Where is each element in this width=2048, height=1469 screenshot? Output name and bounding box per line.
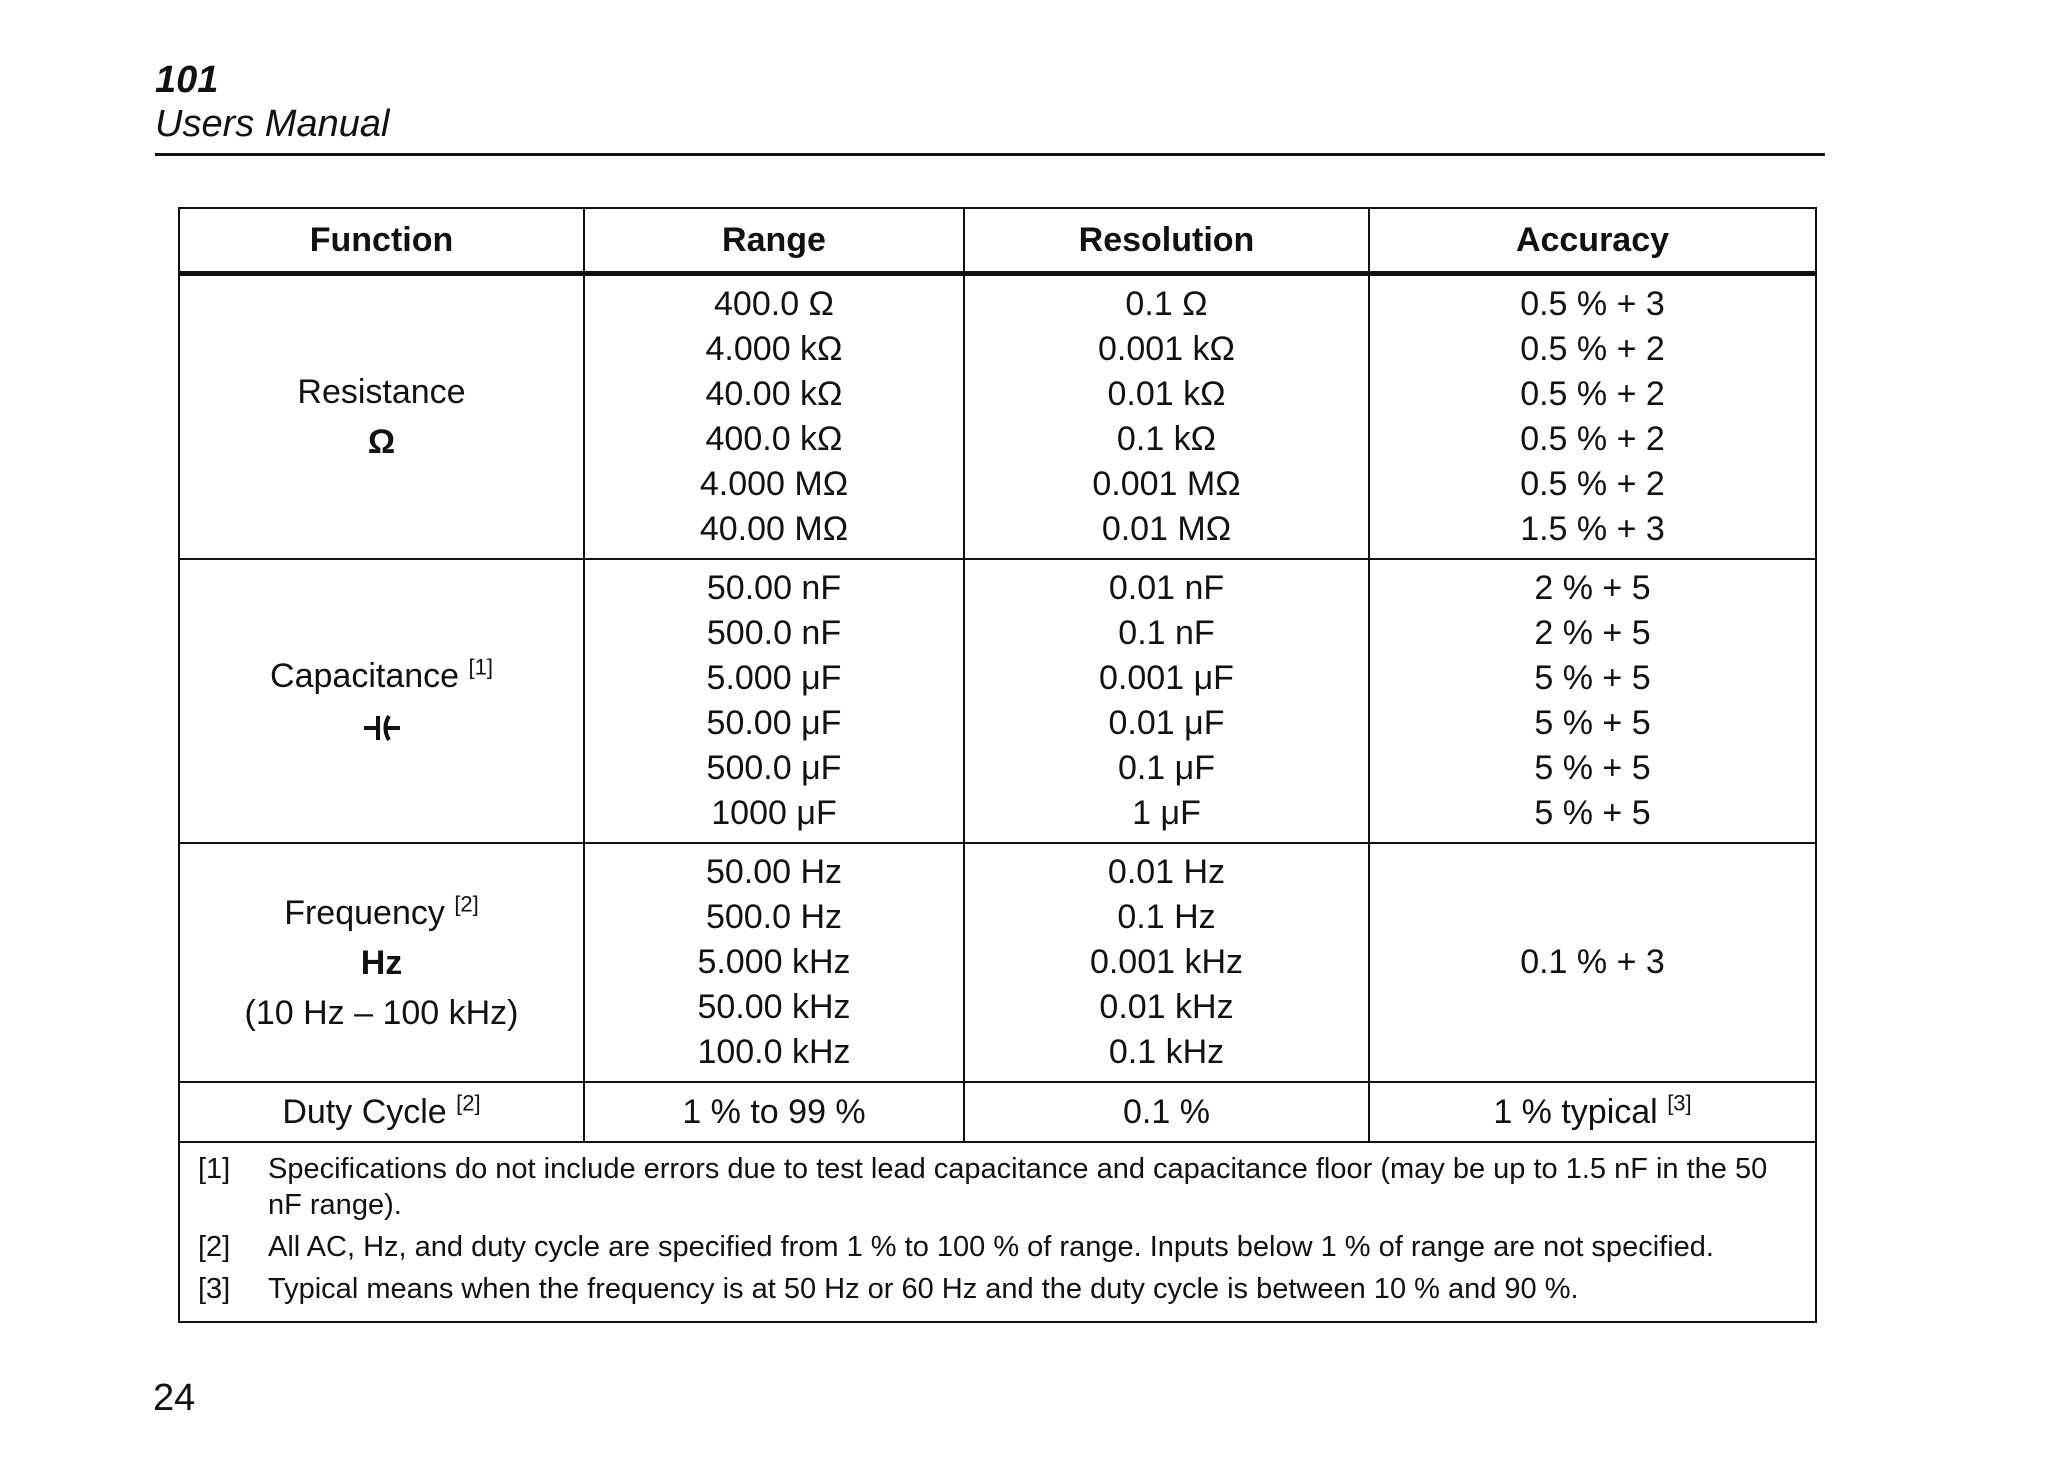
function-label: Resistance — [297, 373, 466, 411]
footnote-mark: [1] — [198, 1153, 231, 1185]
function-label: Frequency — [284, 893, 445, 932]
accuracy-cell — [1369, 274, 1816, 560]
footnote-ref: [1] — [468, 654, 493, 680]
accuracy-value: 2 % + 5 — [1534, 614, 1651, 652]
capacitor-symbol-line — [180, 701, 583, 751]
resolution-value: 0.1 nF — [1118, 614, 1215, 652]
range-value: 400.0 Ω — [714, 285, 834, 323]
range-value: 100.0 kHz — [697, 1033, 851, 1071]
accuracy-value: 0.5 % + 3 — [1520, 285, 1665, 323]
accuracy-value: 5 % + 5 — [1534, 749, 1651, 787]
resolution-value: 0.01 kΩ — [1107, 375, 1226, 413]
range-value: 5.000 μF — [706, 659, 842, 697]
range-value: 40.00 MΩ — [699, 510, 849, 548]
function-label-line — [180, 651, 583, 701]
footnote-mark: [2] — [198, 1231, 231, 1263]
resolution-value: 0.001 MΩ — [1092, 465, 1241, 503]
table-row-frequency — [179, 843, 1816, 1082]
table-row-resistance — [179, 274, 1816, 560]
range-value: 50.00 nF — [706, 569, 842, 607]
resolution-value: 0.01 nF — [1108, 569, 1225, 607]
column-header-accuracy: Accuracy — [1369, 208, 1816, 274]
range-value: 5.000 kHz — [697, 943, 851, 981]
resolution-value: 0.1 μF — [1117, 749, 1216, 787]
resolution-cell: 0.1 % — [964, 1082, 1369, 1142]
accuracy-value: 0.5 % + 2 — [1520, 375, 1665, 413]
range-value: 50.00 kHz — [697, 988, 851, 1026]
function-cell-resistance — [179, 274, 584, 560]
function-cell-frequency — [179, 843, 584, 1082]
table-header-row — [179, 208, 1816, 274]
column-header-resolution: Resolution — [964, 208, 1369, 274]
resolution-value: 0.1 kHz — [1108, 1033, 1225, 1071]
page-header — [155, 58, 1825, 156]
range-value: 500.0 Hz — [705, 898, 843, 936]
function-label: Capacitance — [270, 657, 460, 695]
column-header-range: Range — [584, 208, 964, 274]
resolution-value: 0.001 kHz — [1089, 943, 1244, 981]
table-row-notes — [179, 1142, 1816, 1322]
resolution-value: 0.1 kΩ — [1116, 420, 1217, 458]
footnote-text: Specifications do not include errors due to test lead capacitance and capacitance floor (may be up to 1.5 nF in the 50 nF range). — [268, 1153, 1768, 1221]
hz-symbol: Hz — [360, 943, 403, 982]
accuracy-cell — [1369, 559, 1816, 843]
range-value: 400.0 kΩ — [705, 420, 843, 458]
footnote-ref: [2] — [454, 891, 479, 917]
ohm-symbol: Ω — [367, 423, 396, 461]
function-cell-capacitance — [179, 559, 584, 843]
accuracy-value: 5 % + 5 — [1534, 704, 1651, 742]
accuracy-value: 2 % + 5 — [1534, 569, 1651, 607]
resolution-value: 0.1 Hz — [1117, 898, 1216, 936]
resolution-value: 0.01 μF — [1108, 704, 1225, 742]
range-value: 50.00 μF — [706, 704, 842, 742]
accuracy-value: 0.5 % + 2 — [1520, 420, 1665, 458]
range-value: 500.0 μF — [706, 749, 842, 787]
resolution-value: 0.001 kΩ — [1098, 330, 1235, 368]
table-row-duty-cycle — [179, 1082, 1816, 1142]
product-number: 101 — [155, 59, 219, 101]
range-value: 40.00 kΩ — [705, 375, 843, 413]
table-row-capacitance — [179, 559, 1816, 843]
resolution-value: 1 μF — [1132, 794, 1201, 832]
range-value: 4.000 kΩ — [705, 330, 843, 368]
resolution-value: 0.001 μF — [1099, 659, 1234, 697]
frequency-range-note: (10 Hz – 100 kHz) — [244, 993, 519, 1032]
range-cell — [584, 843, 964, 1082]
column-header-function: Function — [179, 208, 584, 274]
accuracy-value: 1.5 % + 3 — [1520, 510, 1665, 548]
accuracy-value: 5 % + 5 — [1534, 794, 1651, 832]
range-value: 1000 μF — [711, 794, 837, 832]
resolution-value: 0.01 Hz — [1107, 853, 1226, 891]
accuracy-cell: 0.1 % + 3 — [1369, 843, 1816, 1082]
resolution-value: 0.1 Ω — [1125, 285, 1208, 323]
range-value: 50.00 Hz — [705, 853, 843, 891]
accuracy-value: 0.5 % + 2 — [1520, 465, 1665, 503]
range-cell — [584, 559, 964, 843]
resolution-value: 0.01 MΩ — [1101, 510, 1232, 548]
accuracy-value: 1 % typical — [1493, 1092, 1658, 1131]
footnote-text: All AC, Hz, and duty cycle are specified from 1 % to 100 % of range. Inputs below 1 % of range are not specified. — [268, 1231, 1714, 1263]
accuracy-value: 5 % + 5 — [1534, 659, 1651, 697]
manual-title: Users Manual — [155, 103, 390, 145]
function-label: Duty Cycle — [282, 1092, 447, 1131]
specifications-table — [178, 207, 1817, 1323]
range-cell — [584, 274, 964, 560]
resolution-cell — [964, 559, 1369, 843]
footnote-ref: [2] — [456, 1090, 481, 1116]
page-number: 24 — [153, 1377, 196, 1419]
footnote-mark: [3] — [198, 1273, 231, 1305]
range-cell: 1 % to 99 % — [584, 1082, 964, 1142]
range-value: 500.0 nF — [706, 614, 842, 652]
footnote-text: Typical means when the frequency is at 50 Hz or 60 Hz and the duty cycle is between 10 % and 90 %. — [268, 1273, 1579, 1305]
capacitor-icon — [362, 713, 402, 743]
accuracy-value: 0.5 % + 2 — [1520, 330, 1665, 368]
resolution-cell — [964, 843, 1369, 1082]
function-cell-duty-cycle — [179, 1082, 584, 1142]
footnote — [198, 1151, 1805, 1223]
accuracy-cell — [1369, 1082, 1816, 1142]
resolution-value: 0.01 kHz — [1099, 988, 1234, 1026]
footnote — [198, 1229, 1805, 1265]
footnote-ref: [3] — [1667, 1090, 1692, 1116]
footnote — [198, 1271, 1805, 1307]
footnotes — [179, 1142, 1816, 1322]
resolution-cell — [964, 274, 1369, 560]
function-label-line — [180, 888, 583, 938]
range-value: 4.000 MΩ — [699, 465, 849, 503]
